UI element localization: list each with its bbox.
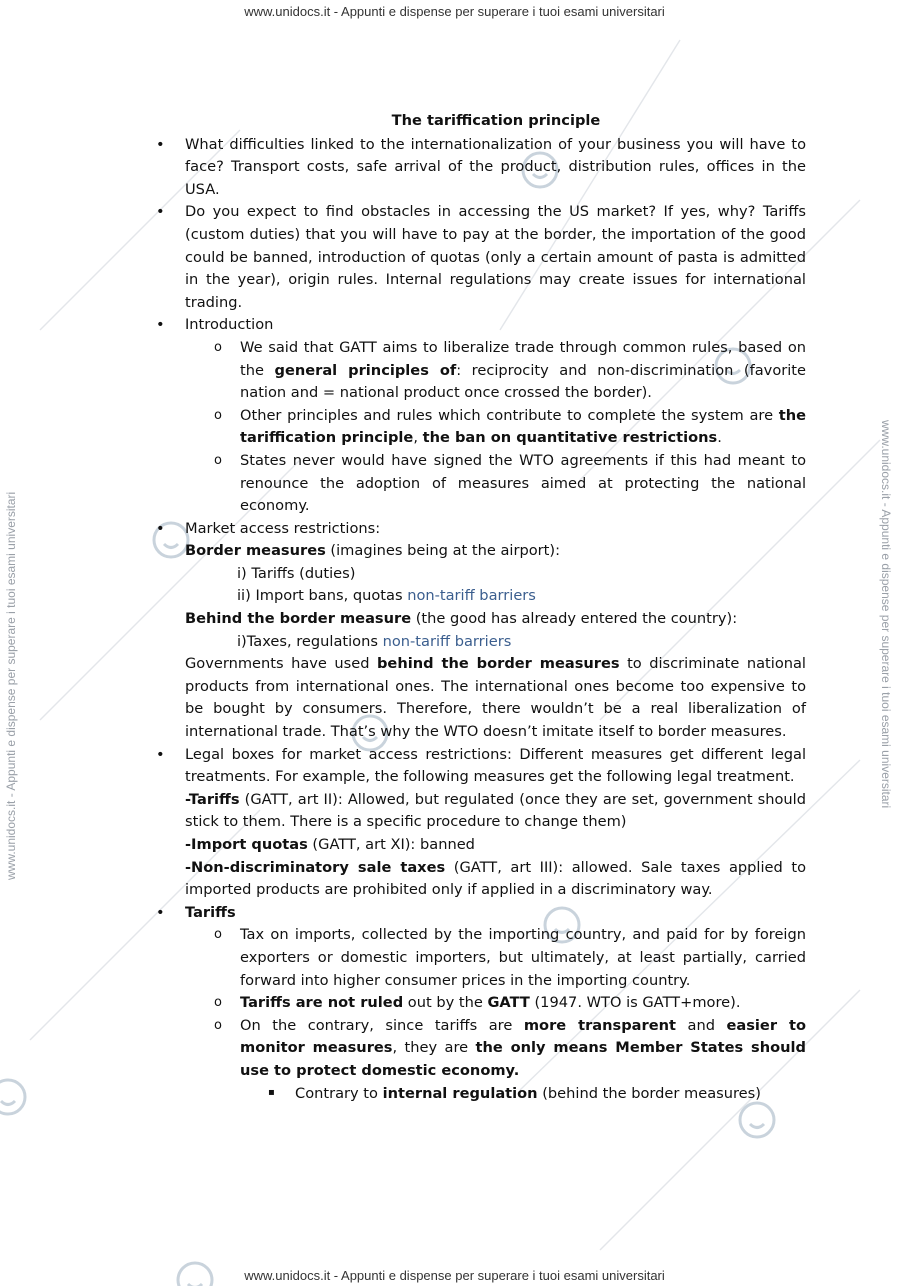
bullet-icon: • — [156, 519, 165, 537]
paragraph: i) Tariffs (duties) — [237, 564, 356, 582]
sub-list-item: o States never would have signed the WTO agreements if this had meant to renounce the adoption of measures aimed at protecting the national economy. — [214, 451, 806, 515]
left-side-watermark: www.unidocs.it - Appunti e dispense per superare i tuoi esami universitari — [4, 491, 18, 880]
right-side-watermark: www.unidocs.it - Appunti e dispense per superare i tuoi esami universitari — [879, 420, 893, 809]
circle-bullet-icon: o — [214, 927, 222, 943]
sub-list-item: o Tariffs are not ruled out by the GATT (1947. WTO is GATT+more). — [240, 992, 806, 1015]
list-item: • Legal boxes for market access restrictions: Different measures get different legal treatments. For example, the following measures get the following legal treatment. — [156, 745, 806, 786]
list-item: • Introduction — [156, 314, 806, 337]
square-bullet-icon: ▪ — [268, 1086, 275, 1098]
footer-watermark: www.unidocs.it - Appunti e dispense per superare i tuoi esami universitari — [244, 1268, 665, 1283]
list-item: • Tariffs — [156, 902, 806, 925]
page-title: The tariffication principle — [391, 112, 601, 129]
paragraph: ii) Import bans, quotas non-tariff barriers — [237, 587, 536, 605]
paragraph: Behind the border measure (the good has already entered the country): — [185, 610, 738, 628]
sub-list-item: o Other principles and rules which contribute to complete the system are the tariffication principle, the ban on quantitative restrictions. — [214, 406, 806, 447]
paragraph: i)Taxes, regulations non-tariff barriers — [237, 632, 512, 650]
paragraph: Governments have used behind the border measures to discriminate national products from international ones. The international ones become too expensive to be bought by consumers. Therefore, there wouldn’t be a real liberalization of international trade. That’s why the WTO doesn’t imitate itself to border measures. — [185, 655, 806, 741]
circle-bullet-icon: o — [214, 452, 222, 468]
circle-bullet-icon: o — [214, 995, 222, 1011]
circle-bullet-icon: o — [214, 339, 222, 355]
circle-bullet-icon: o — [214, 1017, 222, 1033]
paragraph: -Import quotas (GATT, art XI): banned — [185, 836, 475, 853]
sub-list-item: o On the contrary, since tariffs are more transparent and easier to monitor measures, they are the only means Member States should use to protect domestic economy. — [214, 1016, 806, 1079]
bullet-icon: • — [156, 903, 165, 921]
bullet-icon: • — [156, 745, 165, 763]
list-item: • Market access restrictions: — [156, 518, 806, 541]
sub-sub-list-item: ▪ Contrary to internal regulation (behind the border measures) — [295, 1083, 806, 1106]
list-item: • What difficulties linked to the internationalization of your business you will have to face? Transport costs, safe arrival of the product, distribution rules, offices in the USA. — [156, 135, 806, 198]
paragraph: Border measures (imagines being at the airport): — [185, 542, 560, 560]
list-item: • Do you expect to find obstacles in accessing the US market? If yes, why? Tariffs (custom duties) that you will have to pay at the border, the importation of the good could be banned, introduction of quotas (only a certain amount of pasta is admitted in the year), origin rules. Internal regulations may create issues for international trading. — [156, 203, 806, 311]
circle-bullet-icon: o — [214, 407, 222, 423]
sub-list-item: o We said that GATT aims to liberalize trade through common rules, based on the general principles of: reciprocity and non-discrimination (favorite nation and = national product once crossed the border). — [214, 338, 807, 402]
header-watermark: www.unidocs.it - Appunti e dispense per superare i tuoi esami universitari — [244, 4, 665, 19]
bullet-icon: • — [156, 135, 165, 153]
sub-list-item: o Tax on imports, collected by the importing country, and paid for by foreign exporters or domestic importers, but ultimately, at least partially, carried forward into higher consumer prices in the importing country. — [214, 926, 806, 989]
paragraph: -Tariffs (GATT, art II): Allowed, but regulated (once they are set, government should stick to them. There is a specific procedure to change them) — [185, 790, 806, 831]
document-body — [156, 110, 806, 1105]
logo-icon — [740, 1103, 774, 1137]
paragraph: -Non-discriminatory sale taxes (GATT, art III): allowed. Sale taxes applied to imported products are prohibited only if applied in a discriminatory way. — [185, 858, 806, 899]
bullet-icon: • — [156, 203, 165, 221]
bullet-icon: • — [156, 316, 165, 334]
logo-icon — [0, 1080, 25, 1114]
